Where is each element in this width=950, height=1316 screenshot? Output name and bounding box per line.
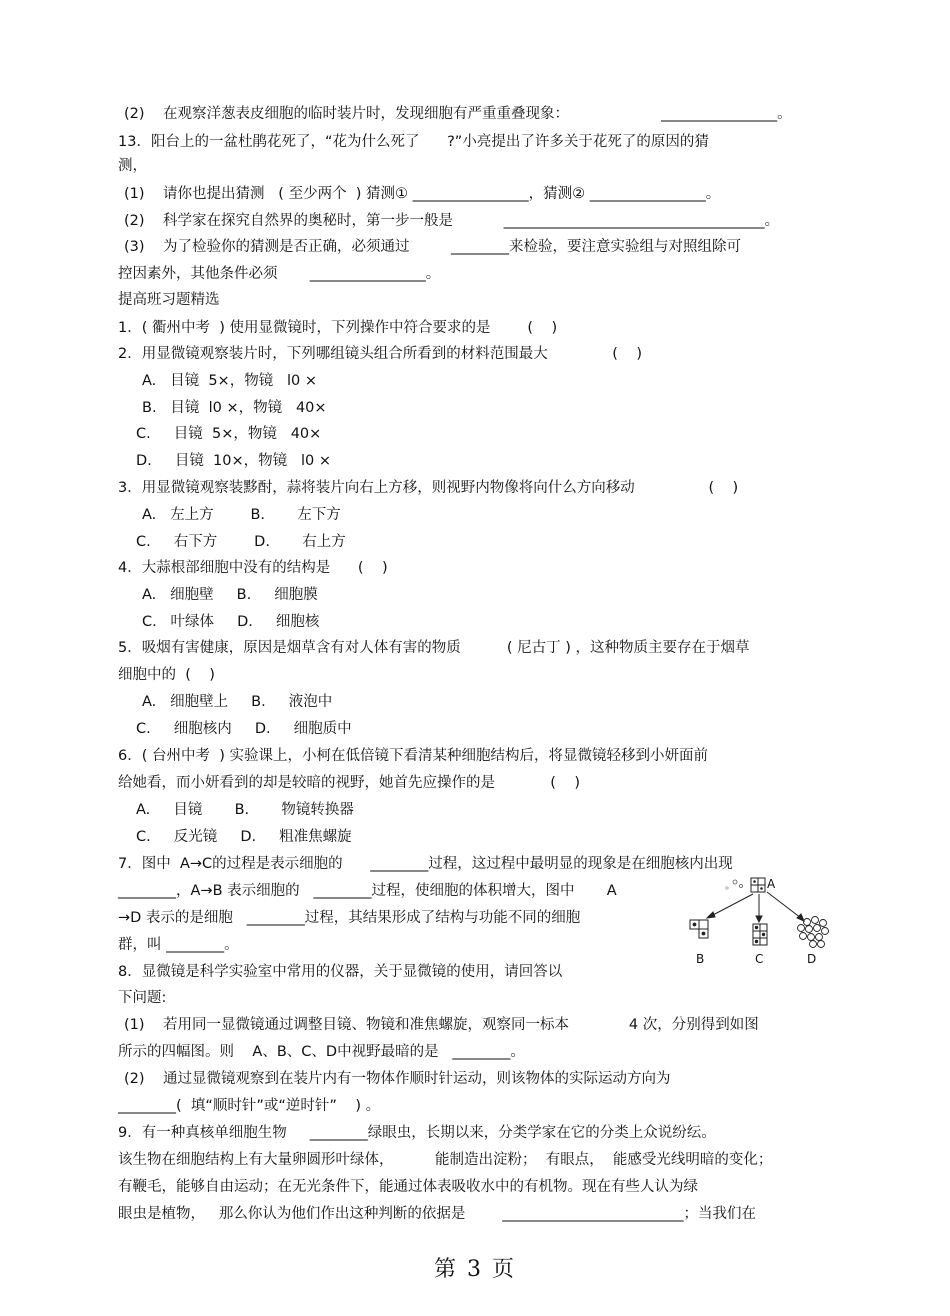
text-line-q13-cont: 测，	[118, 158, 147, 174]
figure-label-d: D	[807, 952, 817, 966]
text-line-section: 提高班习题精选	[118, 292, 220, 308]
text-line-p8: 8．显微镜是科学实验室中常用的仪器，关于显微镜的使用，请回答以	[118, 964, 563, 980]
text-line-p3a: A. 左上方 B. 左下方	[142, 507, 341, 523]
text-line-p9c: 有鞭毛，能够自由运动；在无光条件下，能通过体表吸收水中的有机物。现在有些人认为绿	[118, 1179, 698, 1195]
text-line-p5b: C. 细胞核内 D. 细胞质中	[136, 721, 352, 737]
text-line-p6b: C. 反光镜 D. 粗准焦螺旋	[136, 829, 352, 845]
text-line-p8-1b: 所示的四幅图。则 A、B、C、D中视野最暗的是 ________。	[118, 1044, 525, 1060]
text-line-p2: 2．用显微镜观察装片时，下列哪组镜头组合所看到的材料范围最大 ( )	[118, 346, 643, 362]
text-line-p7: 7．图中 A→C的过程是表示细胞的 ________过程，这过程中最明显的现象是在细胞核内出现	[118, 856, 733, 872]
figure-arrows	[707, 892, 804, 922]
text-line-p8-1: (1) 若用同一显微镜通过调整目镜、物镜和准焦螺旋，观察同一标本 4 次，分别得到如图	[124, 1017, 759, 1033]
text-line-q13: 13．阳台上的一盆杜鹃花死了，“花为什么死了 ?”小亮提出了许多关于花死了的原因的猜	[118, 134, 709, 150]
text-line-q13-3: (3) 为了检验你的猜测是否正确，必须通过 ________来检验，要注意实验组与对照组除可	[124, 239, 741, 255]
text-line-p1: 1．( 衢州中考 ) 使用显微镜时，下列操作中符合要求的是 ( )	[118, 320, 558, 336]
cell-a-cluster	[726, 878, 765, 892]
text-line-p2c: C. 目镜 5×，物镜 40×	[136, 426, 322, 442]
text-line-p2b: B. 目镜 l0 ×，物镜 40×	[142, 400, 327, 416]
text-line-q12-2: (2) 在观察洋葱表皮细胞的临时装片时，发现细胞有严重重叠现象： ________________。	[124, 106, 792, 122]
text-line-p9d: 眼虫是植物， 那么你认为他们作出这种判断的依据是 _________________________；当我们在	[118, 1206, 756, 1222]
text-line-p3b: C. 右下方 D. 右上方	[136, 534, 346, 550]
text-line-p4: 4．大蒜根部细胞中没有的结构是 ( )	[118, 560, 388, 576]
text-line-p7c: →D 表示的是细胞 ________过程，其结果形成了结构与功能不同的细胞	[118, 910, 581, 926]
cell-d-group	[798, 917, 829, 948]
text-line-p6: 6．( 台州中考 ) 实验课上，小柯在低倍镜下看清某种细胞结构后，将显微镜轻移到小妍面前	[118, 748, 708, 764]
text-line-p3: 3．用显微镜观察装黟酎，蒜将装片向右上方移，则视野内物像将向什么方向移动 ( )	[118, 480, 739, 496]
text-line-p4b: C. 叶绿体 D. 细胞核	[142, 614, 320, 630]
cell-c-group	[753, 924, 767, 945]
text-line-p6-cont: 给她看，而小妍看到的却是较暗的视野，她首先应操作的是 ( )	[118, 775, 581, 791]
text-line-p5-cont: 细胞中的 ( )	[118, 667, 215, 683]
text-line-p9: 9．有一种真核单细胞生物 ________绿眼虫，长期以来，分类学家在它的分类上众说纷纭。	[118, 1125, 716, 1141]
cell-b-group	[690, 920, 708, 938]
figure-label-a: A	[767, 877, 776, 891]
text-line-p5: 5．吸烟有害健康，原因是烟草含有对人体有害的物质 ( 尼古丁 ) ，这种物质主要存在于烟草	[118, 640, 750, 656]
text-line-p8-2: (2) 通过显微镜观察到在装片内有一物体作顺时针运动，则该物体的实际运动方向为	[124, 1071, 671, 1087]
text-line-q13-1: (1) 请你也提出猜测 ( 至少两个 ) 猜测① ________________，猜测② ________________。	[124, 186, 721, 202]
text-line-p2a: A. 目镜 5×，物镜 l0 ×	[142, 373, 318, 389]
figure-label-b: B	[696, 952, 705, 966]
text-line-p8-cont: 下问题:	[118, 990, 167, 1006]
page-number: 第 3 页	[434, 1257, 516, 1282]
text-line-p2d: D. 目镜 10×，物镜 l0 ×	[136, 453, 331, 469]
text-line-p9b: 该生物在细胞结构上有大量卵圆形叶绿体， 能制造出淀粉； 有眼点， 能感受光线明暗的变化；	[118, 1152, 773, 1168]
text-line-p7d: 群，叫 ________。	[118, 937, 239, 953]
text-line-p7b: ________，A→B 表示细胞的 ________过程，使细胞的体积增大，图中 A	[118, 883, 617, 899]
text-line-p4a: A. 细胞壁 B. 细胞膜	[142, 587, 318, 603]
text-line-p6a: A. 目镜 B. 物镜转换器	[136, 802, 354, 818]
figure-label-c: C	[755, 952, 764, 966]
text-line-p5a: A. 细胞壁上 B. 液泡中	[142, 694, 333, 710]
text-line-q13-2: (2) 科学家在探究自然界的奥秘时，第一步一般是 ____________________________________。	[124, 213, 780, 229]
cell-division-diagram	[683, 870, 843, 970]
text-line-p8-2b: ________( 填“顺时针”或“逆时针” ) 。	[118, 1098, 381, 1114]
text-line-q13-3b: 控因素外，其他条件必须 ________________。	[118, 266, 441, 282]
